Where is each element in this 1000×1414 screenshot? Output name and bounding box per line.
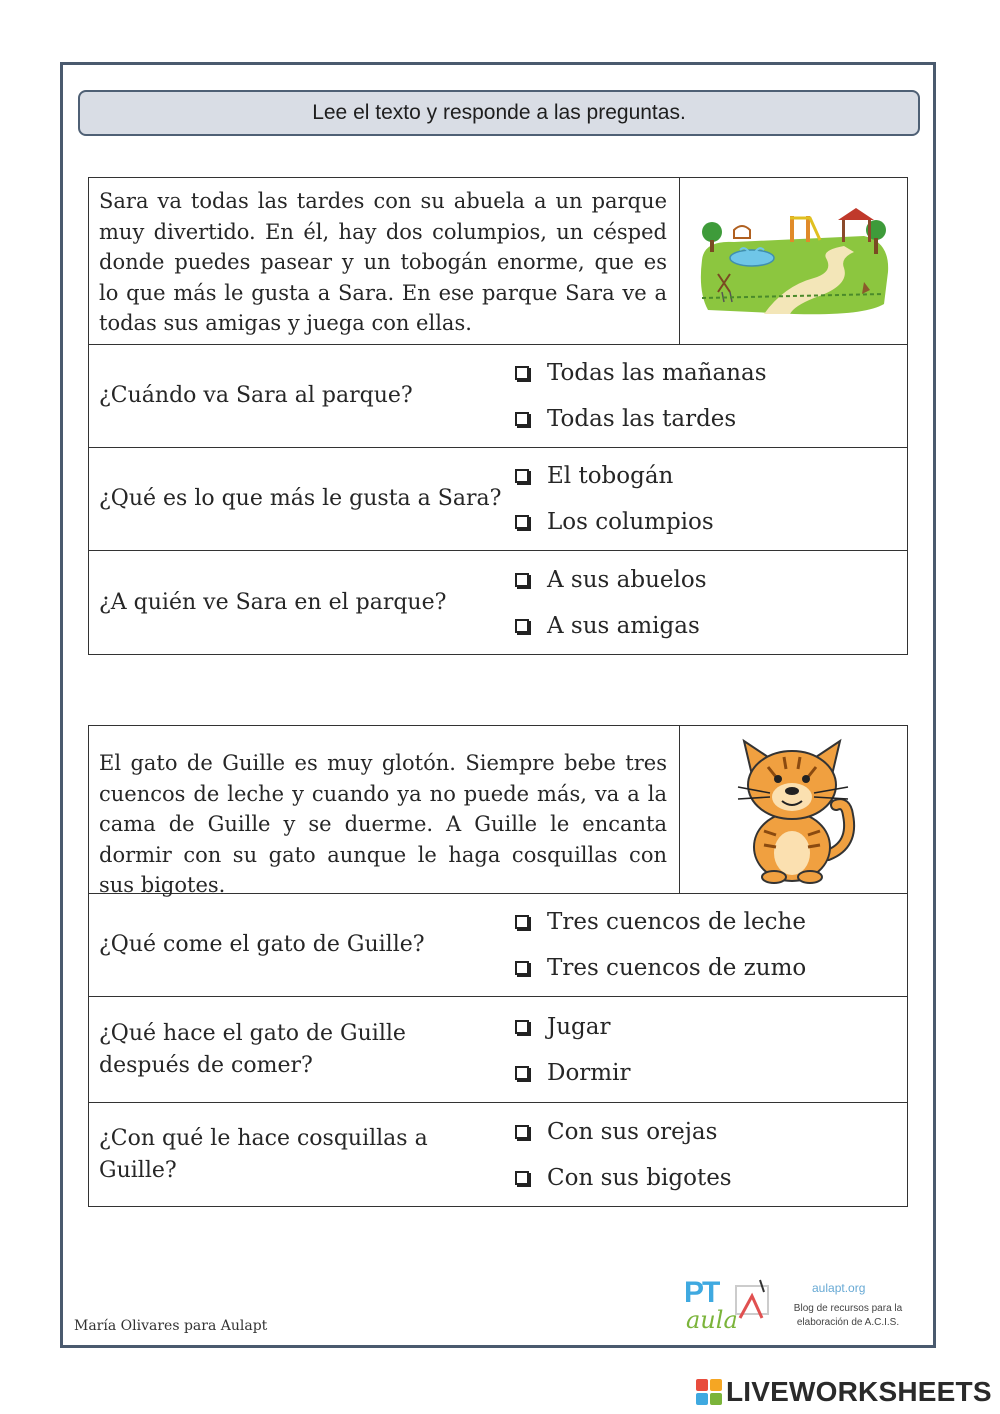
checkbox-icon[interactable] <box>515 1066 529 1080</box>
option-label: Dormir <box>547 1059 631 1086</box>
cat-illustration-icon <box>679 726 907 893</box>
answer-option[interactable] <box>515 909 907 935</box>
checkbox-icon[interactable] <box>515 1020 529 1034</box>
question-line: ¿A quién ve Sara en el parque? <box>99 589 447 615</box>
answer-option[interactable] <box>515 613 907 639</box>
answer-option[interactable] <box>515 955 907 981</box>
checkbox-icon[interactable] <box>515 619 529 633</box>
checkbox-icon[interactable] <box>515 366 529 380</box>
checkbox-icon[interactable] <box>515 573 529 587</box>
question-text <box>89 551 507 654</box>
option-label: Tres cuencos de leche <box>547 909 806 935</box>
option-label: Tres cuencos de zumo <box>547 955 807 981</box>
answer-options <box>507 448 907 550</box>
question-row <box>89 1103 907 1206</box>
answer-options <box>507 551 907 654</box>
checkbox-icon[interactable] <box>515 961 529 975</box>
checkbox-icon[interactable] <box>515 1171 529 1185</box>
answer-option[interactable] <box>515 406 907 432</box>
answer-options <box>507 894 907 996</box>
checkbox-icon[interactable] <box>515 515 529 529</box>
logo-pt-text: PT <box>684 1276 719 1309</box>
option-label: El tobogán <box>547 463 674 489</box>
story-text: El gato de Guille es muy glotón. Siempre bebe tres cuencos de leche y cuando ya no puede más, va a la cama de Guille y se duerme. A Guille le encanta dormir con su gato aunque le haga cosquillas con sus bigotes. <box>99 751 667 897</box>
option-label: A sus abuelos <box>547 566 707 593</box>
park-illustration-icon <box>679 178 907 344</box>
answer-option[interactable] <box>515 1060 907 1086</box>
answer-option[interactable] <box>515 1119 907 1145</box>
question-line: ¿Cuándo va Sara al parque? <box>99 383 413 408</box>
answer-option[interactable] <box>515 1014 907 1040</box>
option-label: Todas las tardes <box>547 406 737 432</box>
answer-options <box>507 1103 907 1206</box>
question-row <box>89 448 907 551</box>
answer-options <box>507 997 907 1102</box>
story-header <box>89 726 907 897</box>
question-row <box>89 551 907 654</box>
checkbox-icon[interactable] <box>515 412 529 426</box>
instruction-text: Lee el texto y responde a las preguntas. <box>312 101 686 124</box>
logo-aula-text: aula <box>686 1306 738 1334</box>
option-label: Los columpios <box>547 509 714 535</box>
question-row <box>89 997 907 1103</box>
answer-option[interactable] <box>515 567 907 593</box>
question-line: ¿Con qué le hace cosquillas a Guille? <box>99 1125 428 1183</box>
question-line: ¿Qué es lo que más le gusta a Sara? <box>99 486 502 511</box>
question-text <box>89 345 507 447</box>
story-cat <box>88 725 908 1207</box>
author-credit: María Olivares para Aulapt <box>74 1318 268 1334</box>
answer-options <box>507 345 907 447</box>
liveworksheets-brand[interactable] <box>696 1376 992 1408</box>
question-line: después de comer? <box>99 1052 313 1078</box>
option-label: Todas las mañanas <box>547 360 767 386</box>
story-park <box>88 177 908 655</box>
story-text: Sara va todas las tardes con su abuela a un parque muy divertido. En él, hay dos columpios, un césped donde puedes pasear y un tobogán enorme, que es lo que más le gusta a Sara. En ese parque Sara ve a todas sus amigas y juega con ellas. <box>99 189 667 335</box>
instruction-banner <box>78 90 920 136</box>
question-text <box>89 894 507 996</box>
aulapt-logo <box>684 1276 924 1340</box>
answer-option[interactable] <box>515 463 907 489</box>
answer-option[interactable] <box>515 360 907 386</box>
brand-name: LIVEWORKSHEETS <box>726 1376 992 1407</box>
option-label: A sus amigas <box>547 612 700 639</box>
option-label: Con sus orejas <box>547 1118 718 1145</box>
question-row <box>89 345 907 448</box>
answer-option[interactable] <box>515 509 907 535</box>
question-line: ¿Qué hace el gato de Guille <box>99 1020 406 1046</box>
checkbox-icon[interactable] <box>515 915 529 929</box>
checkbox-icon[interactable] <box>515 469 529 483</box>
question-text <box>89 448 507 550</box>
logo-site-text: aulapt.org <box>812 1281 866 1295</box>
logo-tv-icon <box>732 1278 772 1322</box>
question-row <box>89 894 907 997</box>
logo-description: Blog de recursos para la elaboración de A.C.I.S. <box>793 1303 903 1328</box>
option-label: Con sus bigotes <box>547 1164 732 1191</box>
question-line: ¿Qué come el gato de Guille? <box>99 932 425 957</box>
checkbox-icon[interactable] <box>515 1125 529 1139</box>
answer-option[interactable] <box>515 1165 907 1191</box>
question-text <box>89 1103 507 1206</box>
liveworksheets-logo-icon <box>696 1379 722 1405</box>
option-label: Jugar <box>547 1013 611 1040</box>
question-text <box>89 997 507 1102</box>
story-header <box>89 178 907 345</box>
